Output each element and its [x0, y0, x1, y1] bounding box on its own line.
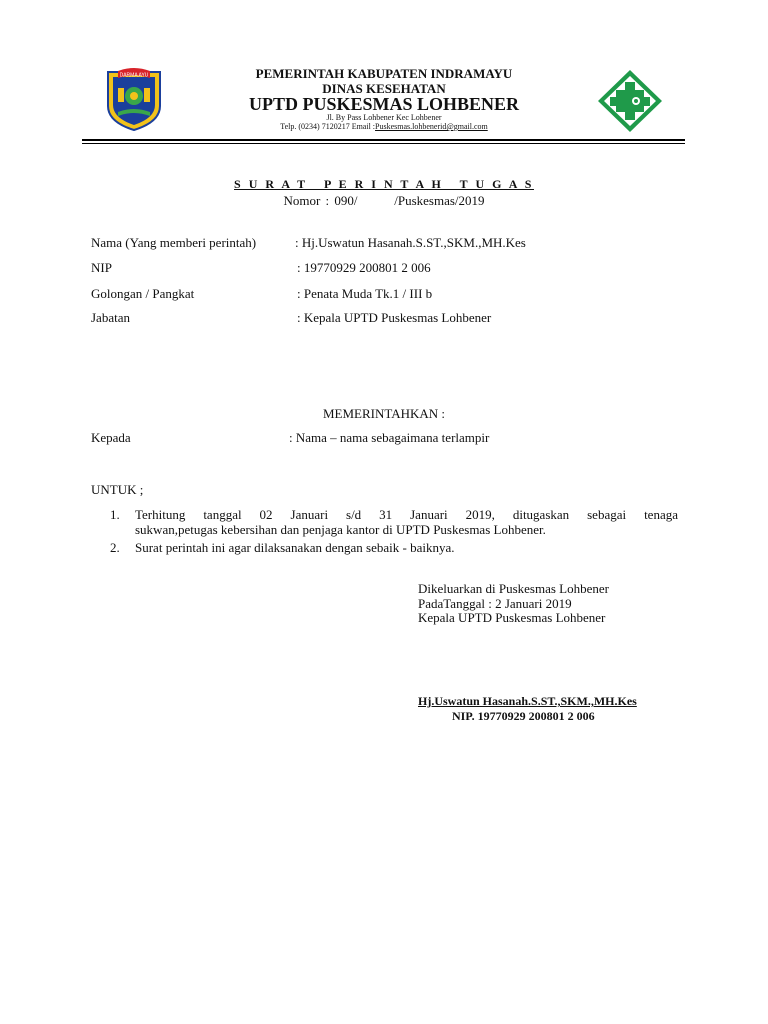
list-item-number: 2. [110, 540, 120, 555]
letterhead-institution: UPTD PUSKESMAS LOHBENER [248, 94, 520, 114]
letterhead-divider-thick [82, 139, 685, 141]
list-item-number: 1. [110, 507, 120, 522]
contact-phone: Telp. (0234) 7120217 Email : [280, 122, 376, 131]
issuer-position-value: : Kepala UPTD Puskesmas Lohbener [297, 310, 492, 325]
issuer-rank-label: Golongan / Pangkat [91, 286, 195, 301]
signer-name: Hj.Uswatun Hasanah.S.ST.,SKM.,MH.Kes [418, 694, 637, 708]
signer-nip: NIP. 19770929 200801 2 006 [452, 709, 595, 723]
contact-email-link[interactable]: Puskesmas.lohbenerid@gmail.com [375, 122, 488, 131]
letterhead-divider-thin [82, 143, 685, 144]
issuer-nip-label: NIP [91, 260, 112, 275]
issued-date: PadaTanggal : 2 Januari 2019 [418, 596, 572, 611]
issuer-name-label: Nama (Yang memberi perintah) [91, 235, 257, 250]
emblem-text: DARMA AYU [119, 72, 149, 79]
document-title [0, 177, 768, 192]
document-title-text: S U R A T P E R I N T A H T U G A S [234, 177, 534, 191]
command-heading: MEMERINTAHKAN : [322, 406, 446, 421]
issuer-rank-value: : Penata Muda Tk.1 / III b [297, 286, 433, 301]
letterhead-contact [0, 122, 768, 131]
list-item-line: Surat perintah ini agar dilaksanakan dengan sebaik - baiknya. [135, 540, 455, 555]
signer-position: Kepala UPTD Puskesmas Lohbener [418, 610, 606, 625]
list-item [110, 540, 678, 556]
kepada-value: : Nama – nama sebagaimana terlampir [289, 430, 490, 445]
list-item-line: sukwan,petugas kebersihan dan penjaga kantor di UPTD Puskesmas Lohbener. [135, 522, 546, 537]
issuer-position-label: Jabatan [91, 310, 130, 325]
untuk-heading: UNTUK ; [91, 482, 144, 497]
list-item [110, 507, 678, 539]
issuer-name-value: : Hj.Uswatun Hasanah.S.ST.,SKM.,MH.Kes [295, 235, 526, 250]
issuer-nip-value: : 19770929 200801 2 006 [297, 260, 431, 275]
letterhead-government: PEMERINTAH KABUPATEN INDRAMAYU [255, 66, 513, 81]
letterhead-address: Jl. By Pass Lohbener Kec Lohbener [326, 113, 442, 122]
issued-place: Dikeluarkan di Puskesmas Lohbener [418, 581, 609, 596]
letterhead-department: DINAS KESEHATAN [322, 81, 446, 96]
list-item-text [135, 507, 678, 537]
kepada-label: Kepada [91, 430, 131, 445]
list-item-text [135, 540, 678, 555]
document-number: Nomor : 090/ /Puskesmas/2019 [283, 193, 485, 208]
list-item-line: Terhitung tanggal 02 Januari s/d 31 Januari 2019, ditugaskan sebagai tenaga [135, 507, 678, 522]
